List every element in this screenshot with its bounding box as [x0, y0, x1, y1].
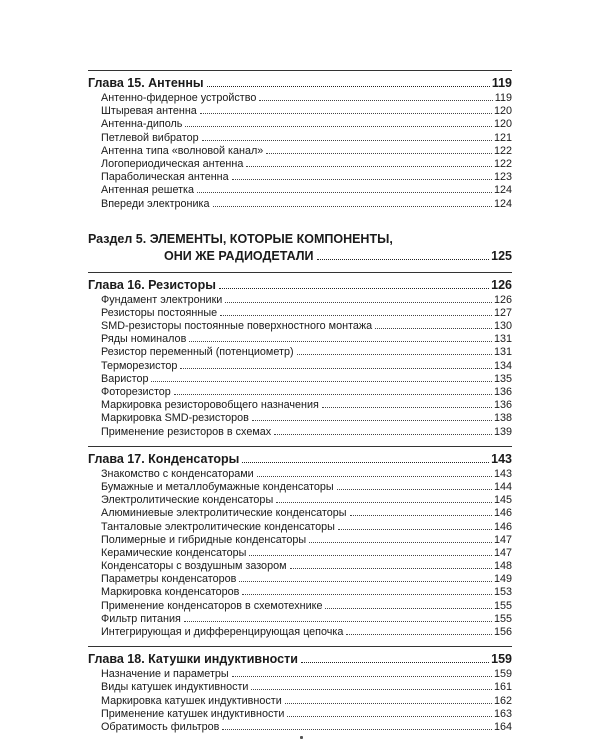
chapter-page: 143	[491, 451, 512, 466]
entry-page: 143	[493, 467, 512, 480]
entry-title: Параметры конденсаторов	[101, 573, 237, 586]
dot-leader	[317, 259, 490, 260]
chapter-rule	[88, 646, 512, 647]
toc-entry[interactable]	[101, 145, 512, 158]
toc-entry[interactable]	[101, 320, 512, 333]
dot-leader	[290, 568, 492, 569]
entry-page: 123	[493, 171, 512, 184]
dot-leader	[252, 420, 492, 421]
dot-leader	[197, 192, 492, 193]
dot-leader	[322, 407, 492, 408]
chapter-title: Глава 15. Антенны	[88, 76, 204, 90]
dot-leader	[249, 555, 492, 556]
entry-title: Бумажные и металлобумажные конденсаторы	[101, 480, 334, 493]
dot-leader	[220, 315, 492, 316]
entry-page: 135	[493, 372, 512, 385]
entry-page: 136	[493, 399, 512, 412]
entry-page: 153	[493, 586, 512, 599]
toc-entry[interactable]	[101, 534, 512, 547]
dot-leader	[222, 729, 492, 730]
toc-entry[interactable]	[101, 333, 512, 346]
entry-title: Логопериодическая антенна	[101, 157, 244, 170]
toc-entry[interactable]	[101, 386, 512, 399]
chapter-page: 119	[491, 76, 512, 90]
dot-leader	[151, 381, 492, 382]
entry-title: Маркировка конденсаторов	[101, 586, 240, 599]
toc-entry[interactable]	[101, 494, 512, 507]
dot-leader	[185, 126, 492, 127]
dot-leader	[375, 328, 492, 329]
entry-page: 155	[493, 599, 512, 612]
toc-entry[interactable]	[101, 481, 512, 494]
toc-entry[interactable]	[101, 521, 512, 534]
entry-page: 155	[493, 612, 512, 625]
dot-leader	[309, 542, 492, 543]
toc-entry[interactable]	[101, 373, 512, 386]
entry-page: 130	[493, 320, 512, 333]
entry-title: Применение конденсаторов в схемотехнике	[101, 599, 323, 612]
dot-leader	[213, 206, 492, 207]
entry-title: Маркировка SMD-резисторов	[101, 412, 249, 425]
table-of-contents	[88, 70, 512, 736]
entry-page: 163	[493, 707, 512, 720]
entry-title: Петлевой вибратор	[101, 131, 199, 144]
toc-entry[interactable]	[101, 468, 512, 481]
toc-entry[interactable]	[101, 547, 512, 560]
entry-page: 120	[493, 118, 512, 131]
dot-leader	[207, 86, 490, 87]
toc-entry[interactable]	[101, 626, 512, 639]
entry-page: 144	[493, 480, 512, 493]
dot-leader	[338, 529, 492, 530]
toc-entry[interactable]	[101, 399, 512, 412]
toc-entry[interactable]	[101, 573, 512, 586]
toc-entry[interactable]	[101, 346, 512, 359]
entry-title: Знакомство с конденсаторами	[101, 467, 254, 480]
section-title-line2: ОНИ ЖЕ РАДИОДЕТАЛИ	[164, 248, 314, 263]
entry-page: 134	[493, 359, 512, 372]
dot-leader	[325, 608, 492, 609]
toc-entry[interactable]	[101, 105, 512, 118]
toc-entry[interactable]	[101, 171, 512, 184]
toc-entry[interactable]	[101, 600, 512, 613]
entry-title: Танталовые электролитические конденсаторы	[101, 520, 335, 533]
entry-page: 162	[493, 694, 512, 707]
dot-leader	[287, 716, 492, 717]
entry-title: Обратимость фильтров	[101, 720, 220, 733]
dot-leader	[251, 689, 492, 690]
entry-page: 147	[493, 546, 512, 559]
entry-title: Виды катушек индуктивности	[101, 681, 249, 694]
dot-leader	[232, 676, 492, 677]
entry-title: Керамические конденсаторы	[101, 546, 247, 559]
dot-leader	[274, 434, 492, 435]
entry-title: Антенна типа «волновой канал»	[101, 144, 264, 157]
entry-title: Ряды номиналов	[101, 333, 187, 346]
entry-page: 126	[493, 293, 512, 306]
toc-entry[interactable]	[101, 307, 512, 320]
entry-title: Антенна-диполь	[101, 118, 183, 131]
dot-leader	[242, 594, 492, 595]
dot-leader	[242, 462, 489, 463]
toc-entry[interactable]	[101, 695, 512, 708]
entry-title: Маркировка катушек индуктивности	[101, 694, 282, 707]
entry-page: 127	[493, 306, 512, 319]
dot-leader	[174, 394, 492, 395]
section-title-line1: Раздел 5. ЭЛЕМЕНТЫ, КОТОРЫЕ КОМПОНЕНТЫ,	[88, 231, 393, 246]
dot-leader	[266, 153, 492, 154]
dot-leader	[301, 662, 489, 663]
entry-title: Назначение и параметры	[101, 668, 229, 681]
entry-page: 119	[494, 92, 512, 104]
entry-page: 122	[493, 157, 512, 170]
entry-page: 156	[493, 626, 512, 638]
chapter-heading[interactable]	[88, 450, 512, 468]
entry-title: Электролитические конденсаторы	[101, 494, 274, 507]
toc-entry[interactable]	[101, 92, 512, 105]
dot-leader	[202, 140, 492, 141]
toc-entry[interactable]	[101, 198, 512, 211]
dot-leader	[200, 113, 492, 114]
chapter-title: Глава 17. Конденсаторы	[88, 451, 240, 466]
toc-entry[interactable]	[101, 184, 512, 197]
toc-entry[interactable]	[101, 412, 512, 425]
toc-entry[interactable]	[101, 118, 512, 131]
dot-leader	[257, 476, 492, 477]
dot-leader	[297, 354, 492, 355]
toc-entry[interactable]	[101, 560, 512, 573]
entry-page: 149	[493, 573, 512, 586]
dot-leader	[184, 621, 492, 622]
toc-entry[interactable]	[101, 360, 512, 373]
toc-entry[interactable]	[101, 158, 512, 171]
dot-leader	[189, 341, 492, 342]
chapter-heading[interactable]	[88, 650, 512, 668]
entry-title: Фильтр питания	[101, 612, 181, 625]
entry-page: 120	[493, 105, 512, 118]
dot-leader	[239, 581, 492, 582]
dot-leader	[337, 489, 492, 490]
chapter-entries	[101, 668, 512, 734]
entry-title: Полимерные и гибридные конденсаторы	[101, 533, 307, 546]
entry-title: Фундамент электроники	[101, 293, 223, 306]
section-title-row	[88, 248, 512, 265]
toc-entry[interactable]	[101, 507, 512, 520]
chapter-title: Глава 16. Резисторы	[88, 277, 216, 292]
toc-entry[interactable]	[101, 668, 512, 681]
entry-page: 131	[493, 333, 512, 346]
entry-title: Алюминиевые электролитические конденсаторы	[101, 507, 347, 520]
entry-title: Резистор переменный (потенциометр)	[101, 346, 294, 359]
entry-page: 146	[493, 520, 512, 533]
entry-title: Впереди электроника	[101, 197, 210, 210]
entry-page: 145	[493, 494, 512, 507]
toc-entry[interactable]	[101, 294, 512, 307]
entry-title: Терморезистор	[101, 359, 178, 372]
dot-leader	[285, 703, 492, 704]
chapter-entries	[101, 294, 512, 439]
entry-page: 148	[493, 560, 512, 573]
dot-leader	[259, 100, 492, 101]
chapter-page: 126	[491, 277, 512, 292]
entry-page: 139	[493, 425, 512, 438]
entry-title: Антенно-фидерное устройство	[101, 92, 257, 104]
section-heading[interactable]	[88, 231, 512, 265]
toc-entry[interactable]	[101, 586, 512, 599]
dot-leader	[180, 368, 492, 369]
toc-entry[interactable]	[101, 132, 512, 145]
entry-page: 159	[493, 668, 512, 681]
toc-entry[interactable]	[101, 708, 512, 721]
dot-leader	[350, 515, 492, 516]
chapter-entries	[101, 468, 512, 639]
entry-page: 122	[493, 144, 512, 157]
toc-entry[interactable]	[101, 613, 512, 626]
entry-page: 146	[493, 507, 512, 520]
entry-title: Маркировка резисторовобщего назначения	[101, 399, 319, 412]
section-page: 125	[491, 248, 512, 263]
toc-entry[interactable]	[101, 721, 512, 734]
entry-page: 124	[493, 184, 512, 197]
entry-page: 131	[493, 346, 512, 359]
chapter-page: 159	[491, 652, 512, 667]
entry-page: 164	[493, 720, 512, 733]
entry-title: Применение резисторов в схемах	[101, 425, 272, 438]
entry-title: SMD-резисторы постоянные поверхностного монтажа	[101, 320, 373, 333]
dot-leader	[246, 166, 492, 167]
entry-page: 161	[493, 681, 512, 694]
entry-title: Резисторы постоянные	[101, 306, 218, 319]
dot-leader	[232, 179, 492, 180]
entry-title: Штыревая антенна	[101, 105, 197, 118]
entry-title: Интегрирующая и дифференцирующая цепочка	[101, 626, 344, 638]
entry-page: 124	[493, 197, 512, 210]
chapter-entries	[101, 92, 512, 211]
entry-title: Конденсаторы с воздушным зазором	[101, 560, 287, 573]
chapter-heading[interactable]	[88, 276, 512, 294]
entry-title: Параболическая антенна	[101, 171, 229, 184]
entry-title: Фоторезистор	[101, 386, 171, 398]
page-mark	[300, 736, 303, 739]
chapter-rule	[88, 446, 512, 447]
chapter-heading[interactable]	[88, 74, 512, 92]
entry-page: 147	[493, 533, 512, 546]
chapter-rule	[88, 70, 512, 71]
entry-title: Применение катушек индуктивности	[101, 707, 285, 720]
dot-leader	[225, 302, 492, 303]
entry-title: Антенная решетка	[101, 184, 194, 197]
chapter-title: Глава 18. Катушки индуктивности	[88, 652, 298, 667]
chapter-rule	[88, 272, 512, 273]
dot-leader	[276, 502, 492, 503]
dot-leader	[346, 634, 492, 635]
entry-page: 138	[493, 412, 512, 425]
toc-entry[interactable]	[101, 426, 512, 439]
toc-entry[interactable]	[101, 681, 512, 694]
entry-page: 121	[493, 131, 512, 144]
dot-leader	[219, 288, 489, 289]
entry-page: 136	[493, 386, 512, 398]
entry-title: Варистор	[101, 372, 149, 385]
